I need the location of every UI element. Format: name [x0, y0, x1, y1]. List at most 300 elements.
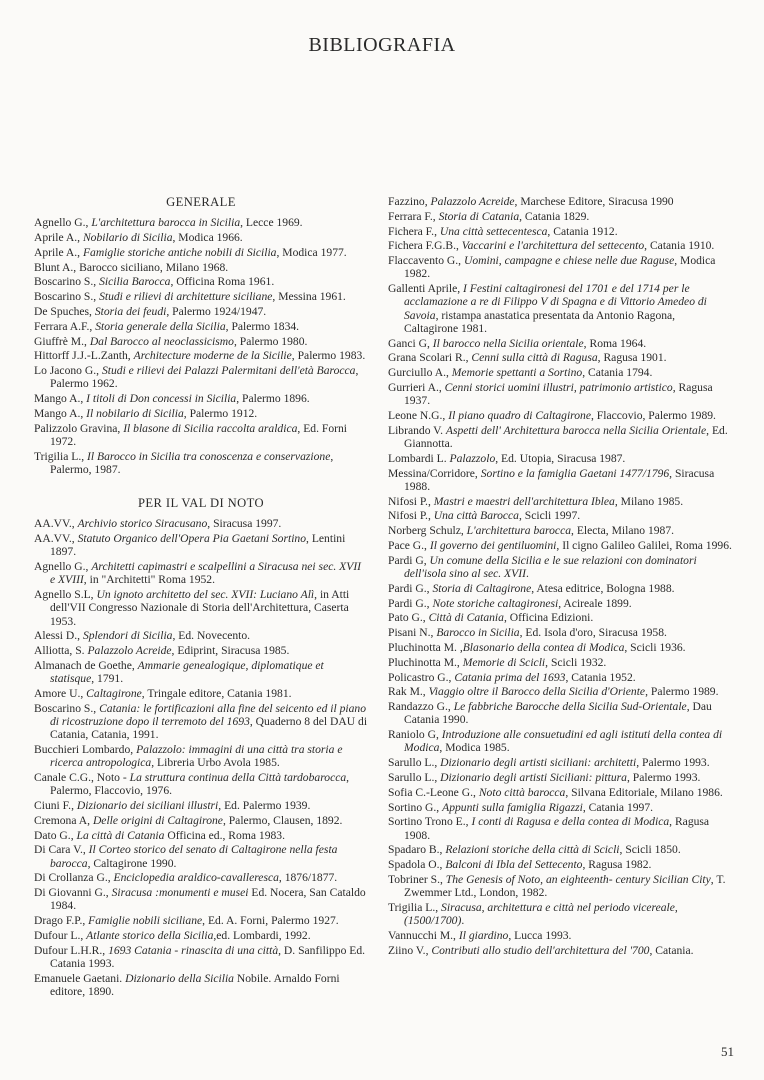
- entry-title: I conti di Ragusa e della contea di Modica: [471, 815, 670, 829]
- bibliography-entry: [388, 671, 732, 684]
- entry-title: Una città settecentesca: [439, 224, 548, 238]
- bibliography-entry: [388, 239, 732, 252]
- entry-text: Librando V.: [388, 423, 446, 437]
- bibliography-entry: [34, 349, 368, 362]
- entry-text: Drago F.P.,: [34, 914, 89, 928]
- entry-text: , Officina Roma 1961.: [170, 275, 275, 289]
- bibliography-entry: [388, 351, 732, 364]
- entry-text: , Catania 1952.: [565, 670, 636, 684]
- entry-text: , Catania 1997.: [582, 800, 654, 814]
- bibliography-entry: [388, 424, 732, 450]
- bibliography-entry: [34, 305, 368, 318]
- entry-text: Pardi G,: [388, 553, 430, 567]
- entry-text: Boscarino S.,: [34, 701, 100, 715]
- entry-title: Storia di Caltagirone: [432, 581, 532, 595]
- entry-title: Ammarie genealogique, diplomatique et statisque: [50, 658, 324, 686]
- bibliography-entry: [34, 532, 368, 558]
- bibliography-entry: [34, 335, 368, 348]
- entry-text: Dato G.,: [34, 828, 77, 842]
- entry-text: Dufour L.H.R.,: [34, 943, 109, 957]
- entry-text: Palizzolo Gravina,: [34, 421, 124, 435]
- entry-text: Amore U.,: [34, 686, 87, 700]
- entry-text: Alessi D.,: [34, 629, 83, 643]
- entry-text: Raniolo G,: [388, 728, 442, 742]
- entry-title: Un ignoto architetto del sec. XVII: Luciano Alì: [96, 588, 315, 602]
- entry-text: , 1876/1877.: [278, 871, 338, 885]
- bibliography-entry: [388, 771, 732, 784]
- entry-text: , D. Sanfilippo Ed. Catania 1993.: [50, 943, 366, 970]
- entry-text: Aprile A.,: [34, 245, 83, 259]
- bibliography-entry: [388, 554, 732, 580]
- entry-title: Un comune della Sicilia e le sue relazioni con dominatori dell'isola sino al sec. XVII: [404, 553, 697, 580]
- entry-title: L'architettura barocca in Sicilia: [91, 216, 241, 230]
- entry-text: , in Atti dell'VII Congresso Nazionale di Storia dell'Architettura, Caserta 1953.: [50, 588, 350, 628]
- entry-text: , Marchese Editore, Siracusa 1990: [514, 195, 674, 208]
- bibliography-entry: [388, 495, 732, 508]
- entry-text: Mango A.,: [34, 406, 87, 420]
- entry-text: Gallenti Aprile,: [388, 282, 464, 296]
- entry-text: Ziino V.,: [388, 943, 432, 957]
- entry-title: Studi e rilievi dei Palazzi Palermitani dell'età Barocca: [101, 364, 356, 378]
- entry-text: , Modica 1985.: [439, 741, 510, 755]
- bibliography-entry: [388, 786, 732, 799]
- entry-text: ,ed. Lombardi, 1992.: [213, 928, 311, 942]
- entry-text: Gurrieri A.,: [388, 380, 445, 394]
- bibliography-entry: [388, 873, 732, 899]
- bibliography-entry: [34, 829, 368, 842]
- bibliography-entry: [34, 687, 368, 700]
- bibliography-entry: [388, 656, 732, 669]
- entry-title: Le fabbriche Barocche della Sicilia Sud-Orientale: [453, 700, 687, 714]
- entry-title: Famiglie nobili siciliane: [88, 914, 203, 928]
- entry-text: , Palermo 1989.: [645, 685, 719, 699]
- entry-title: Il piano quadro di Caltagirone: [448, 408, 591, 422]
- entry-text: Tobriner S.,: [388, 872, 446, 886]
- bibliography-entry: [388, 641, 732, 654]
- entry-text: , in "Architetti" Roma 1952.: [83, 573, 215, 587]
- entry-text: , Electa, Milano 1987.: [571, 524, 675, 538]
- bibliography-entry: [34, 517, 368, 530]
- entry-text: , Palermo 1896.: [236, 392, 310, 406]
- entry-text: , Lucca 1993.: [508, 928, 572, 942]
- bibliography-entry: [388, 195, 732, 208]
- entry-text: , Ragusa 1937.: [404, 380, 713, 408]
- entry-title: Dizionario dei siciliani illustri: [76, 798, 219, 812]
- entry-text: Giuffrè M.,: [34, 334, 90, 348]
- entry-text: , Palermo 1924/1947.: [166, 304, 267, 318]
- entry-text: Spadaro B.,: [388, 843, 446, 857]
- entry-text: Sarullo L.,: [388, 756, 441, 770]
- entry-title: Balconi di Ibla del Settecento: [445, 858, 583, 872]
- bibliography-entry: [388, 524, 732, 537]
- bibliography-entry: [34, 364, 368, 390]
- entry-title: Barocco in Sicilia: [436, 626, 520, 640]
- entry-text: , Quaderno 8 del DAU di Catania, Catania, 1991.: [50, 714, 368, 742]
- entry-text: , Lentini 1897.: [50, 532, 346, 559]
- entry-text: Nobile. Arnaldo Forni editore, 1890.: [50, 971, 340, 998]
- entry-text: De Spuches,: [34, 304, 95, 318]
- entry-text: , 1791.: [91, 672, 124, 686]
- entry-text: Blunt A., Barocco siciliano, Milano 1968.: [34, 260, 229, 274]
- entry-text: , Modica 1977.: [276, 245, 347, 259]
- entry-title: Dizionario degli artisti Siciliani: pittura: [440, 770, 627, 784]
- bibliography-entry: [388, 282, 732, 335]
- entry-text: Fazzino,: [388, 195, 431, 208]
- entry-text: , Palermo, Clausen, 1892.: [222, 813, 343, 827]
- bibliography-entry: [34, 320, 368, 333]
- entry-text: , Scicli 1997.: [518, 509, 581, 523]
- entry-title: Viaggio oltre il Barocco della Sicilia d'Oriente: [428, 685, 646, 699]
- bibliography-entry: [34, 216, 368, 229]
- entry-title: Catania prima del 1693: [454, 670, 566, 684]
- entry-title: Storia generale della Sicilia: [95, 319, 226, 333]
- entry-title: Noto città barocca: [478, 785, 566, 799]
- entry-text: , Caltagirone 1990.: [87, 856, 177, 870]
- entry-title: Relazioni storiche della città di Scicli: [445, 843, 620, 857]
- entry-text: Randazzo G.,: [388, 700, 454, 714]
- bibliography-entry: [34, 843, 368, 869]
- entry-list-val-di-noto: [34, 517, 368, 998]
- entry-text: Almanach de Goethe,: [34, 658, 138, 672]
- entry-text: Agnello G.,: [34, 560, 92, 574]
- bibliography-entry: [34, 275, 368, 288]
- entry-text: , Il cigno Galileo Galilei, Roma 1996.: [556, 538, 732, 552]
- entry-title: Cenni sulla città di Ragusa: [471, 351, 598, 365]
- entry-title: Famiglie storiche antiche nobili di Sicilia: [82, 245, 277, 259]
- entry-title: I Festini caltagironesi del 1701 e del 1714 per le acclamazione a re di Filippo V di Spagna e di Vittorio Amedeo di Savoia: [404, 282, 707, 322]
- entry-text: , Messina 1961.: [272, 290, 346, 304]
- page-title: BIBLIOGRAFIA: [308, 34, 456, 56]
- entry-title: Storia di Catania: [438, 209, 520, 223]
- entry-text: Flaccavento G.,: [388, 254, 464, 268]
- entry-text: Di Giovanni G.,: [34, 886, 112, 900]
- entry-title: Architecture moderne de la Sicilie: [133, 349, 292, 363]
- entry-text: Sarullo L.,: [388, 770, 441, 784]
- entry-text: , Flaccovio, Palermo 1989.: [591, 408, 716, 422]
- entry-title: Palazzolo Acreide: [430, 195, 515, 208]
- bibliography-entry: [388, 685, 732, 698]
- entry-text: Cremona A,: [34, 813, 93, 827]
- entry-text: Ganci G,: [388, 336, 433, 350]
- entry-text: Gurciullo A.,: [388, 366, 452, 380]
- entry-text: , Ed. Isola d'oro, Siracusa 1958.: [519, 626, 667, 640]
- bibliography-entry: [34, 422, 368, 448]
- entry-text: , Officina Edizioni.: [503, 611, 594, 625]
- entry-title: Memorie spettanti a Sortino: [451, 366, 583, 380]
- bibliography-left-column: [34, 196, 368, 1000]
- bibliography-entry: [34, 702, 368, 742]
- bibliography-entry: [34, 629, 368, 642]
- entry-text: , Catania 1794.: [582, 366, 653, 380]
- entry-title: Catania: le fortificazioni alla fine del seicento ed il piano di ricostruzione dopo il terremoto del 1693: [50, 701, 367, 728]
- entry-text: , Palermo 1962.: [50, 364, 359, 391]
- entry-text: Lombardi L.: [388, 451, 450, 465]
- entry-title: Il nobilario di Sicilia: [86, 406, 184, 420]
- entry-text: , Siracusa 1997.: [207, 517, 282, 531]
- entry-title: Introduzione alle consuetudini ed agli istituti della contea di Modica: [404, 728, 723, 755]
- entry-text: , Scicli 1850.: [619, 843, 681, 857]
- entry-text: Fichera F.G.B.,: [388, 239, 462, 253]
- entry-text: .: [525, 566, 529, 580]
- bibliography-entry: [34, 407, 368, 420]
- entry-text: Pace G.,: [388, 538, 430, 552]
- entry-text: , Palermo 1980.: [233, 334, 308, 348]
- entry-text: , Libreria Urbo Avola 1985.: [151, 756, 280, 770]
- entry-text: , Ragusa 1908.: [404, 815, 710, 842]
- bibliography-entry: [34, 871, 368, 884]
- entry-text: , Ragusa 1982.: [582, 858, 652, 872]
- entry-text: Lo Jacono G.,: [34, 364, 102, 378]
- entry-text: Nifosi P.,: [388, 509, 434, 523]
- entry-title: La struttura continua della Città tardobarocca: [129, 770, 347, 784]
- entry-text: Ed. Nocera, San Cataldo 1984.: [50, 886, 366, 913]
- entry-title: Uomini, campagne e chiese nelle due Raguse: [463, 254, 675, 268]
- entry-text: , Palermo 1993.: [636, 756, 710, 770]
- entry-title: Siracusa, architettura e città nel periodo vicereale, (1500/1700): [404, 900, 678, 928]
- entry-title: 1693 Catania - rinascita di una città: [108, 943, 279, 957]
- bibliography-entry: [34, 231, 368, 244]
- bibliography-entry: [34, 886, 368, 912]
- entry-text: , Siracusa 1988.: [404, 466, 715, 493]
- bibliography-entry: [388, 700, 732, 726]
- entry-title: Enciclopedia araldico-cavalleresca: [113, 871, 279, 885]
- entry-text: , Modica 1982.: [404, 254, 716, 281]
- entry-title: Appunti sulla famiglia Rigazzi: [442, 800, 583, 814]
- section-heading-val-di-noto: PER IL VAL DI NOTO: [138, 496, 264, 511]
- bibliography-entry: [34, 659, 368, 685]
- entry-text: Nifosi P.,: [388, 494, 434, 508]
- bibliography-entry: [34, 814, 368, 827]
- entry-text: , Palermo 1983.: [291, 349, 366, 363]
- entry-title: Aspetti dell' Architettura barocca nella Sicilia Orientale: [445, 423, 707, 437]
- entry-text: , Catania 1829.: [519, 209, 590, 223]
- bibliography-entry: [388, 756, 732, 769]
- entry-text: , Ed. Utopia, Siracusa 1987.: [495, 451, 626, 465]
- bibliography-entry: [388, 509, 732, 522]
- entry-title: Il Barocco in Sicilia tra conoscenza e conservazione: [87, 449, 331, 463]
- bibliography-entry: [34, 972, 368, 998]
- bibliography-entry: [34, 944, 368, 970]
- bibliography-entry: [388, 728, 732, 754]
- bibliography-right-column: [388, 195, 732, 959]
- entry-text: , Ed. A. Forni, Palermo 1927.: [202, 914, 339, 928]
- entry-text: , Dau Catania 1990.: [404, 700, 712, 727]
- entry-text: Fichera F.,: [388, 224, 440, 238]
- bibliography-entry: [34, 929, 368, 942]
- bibliography-entry: [388, 929, 732, 942]
- entry-text: , Palermo, 1987.: [50, 449, 334, 476]
- entry-text: AA.VV.,: [34, 532, 78, 546]
- entry-title: Dizionario della Sicilia: [125, 971, 234, 985]
- entry-text: Canale C.G., Noto -: [34, 770, 130, 784]
- entry-text: Pardi G.,: [388, 581, 433, 595]
- entry-title: Palazzolo: [449, 451, 496, 465]
- bibliography-entry: [388, 452, 732, 465]
- entry-text: Pardi G.,: [388, 596, 433, 610]
- bibliography-entry: [34, 450, 368, 476]
- entry-text: Emanuele Gaetani.: [34, 971, 126, 985]
- bibliography-entry: [388, 626, 732, 639]
- entry-title: Contributi allo studio dell'architettura del '700: [431, 943, 650, 957]
- entry-text: Messina/Corridore,: [388, 466, 481, 480]
- section-heading-generale: GENERALE: [166, 195, 236, 209]
- entry-text: , ristampa anastatica presentata da Antonio Ragona, Caltagirone 1981.: [404, 308, 676, 335]
- entry-text: , Ed. Palermo 1939.: [218, 798, 311, 812]
- entry-text: , Scicli 1936.: [624, 640, 686, 654]
- entry-text: Leone N.G.,: [388, 408, 449, 422]
- bibliography-entry: [388, 815, 732, 841]
- entry-title: Il Corteo storico del senato di Caltagirone nella festa barocca: [50, 843, 338, 870]
- entry-title: Statuto Organico dell'Opera Pia Gaetani Sortino: [77, 532, 307, 546]
- entry-text: , Scicli 1932.: [545, 655, 607, 669]
- entry-text: Aprile A.,: [34, 231, 83, 244]
- entry-title: Il barocco nella Sicilia orientale: [432, 336, 584, 350]
- entry-title: Note storiche caltagironesi: [432, 596, 559, 610]
- entry-text: , Catania.: [649, 943, 694, 957]
- page-number: 51: [721, 1044, 734, 1059]
- entry-text: , Roma 1964.: [583, 336, 647, 350]
- bibliography-entry: [34, 290, 368, 303]
- entry-text: Agnello G.,: [34, 216, 92, 230]
- entry-text: , Acireale 1899.: [558, 596, 632, 610]
- entry-title: Sicilia Barocca: [99, 275, 171, 289]
- bibliography-entry: [34, 914, 368, 927]
- entry-title: Il giardino: [458, 928, 509, 942]
- entry-text: Di Crollanza G.,: [34, 871, 114, 885]
- entry-text: , Lecce 1969.: [240, 216, 303, 230]
- entry-title: L'architettura barocca: [466, 524, 572, 538]
- entry-title: Una città Barocca: [433, 509, 519, 523]
- entry-title: The Genesis of Noto, an eighteenth- century Sicilian City: [445, 872, 711, 886]
- entry-text: , Tringale editore, Catania 1981.: [141, 686, 292, 700]
- bibliography-entry: [34, 799, 368, 812]
- entry-title: Nobilario di Sicilia: [82, 231, 173, 244]
- entry-text: Norberg Schulz,: [388, 524, 467, 538]
- bibliography-entry: [34, 392, 368, 405]
- entry-text: , Silvana Editoriale, Milano 1986.: [565, 785, 723, 799]
- entry-title: Atlante storico della Sicilia: [86, 928, 214, 942]
- bibliography-entry: [388, 611, 732, 624]
- entry-title: Palazzolo Acreide: [87, 644, 172, 658]
- entry-text: Bucchieri Lombardo,: [34, 742, 137, 756]
- entry-text: Sortino Trono E.,: [388, 815, 472, 829]
- bibliography-entry: [388, 467, 732, 493]
- entry-title: Memorie di Scicli: [462, 655, 546, 669]
- bibliography-entry: [388, 225, 732, 238]
- bibliography-entry: [388, 366, 732, 379]
- entry-text: , Modica 1966.: [172, 231, 243, 244]
- entry-title: Storia dei feudi: [94, 304, 167, 318]
- bibliography-entry: [34, 771, 368, 797]
- entry-text: Rak M.,: [388, 685, 429, 699]
- entry-text: Pluchinotta M.,: [388, 655, 463, 669]
- entry-text: , Ragusa 1901.: [597, 351, 667, 365]
- entry-text: Di Cara V.,: [34, 843, 89, 857]
- bibliography-entry: [34, 261, 368, 274]
- entry-text: , Palermo 1834.: [225, 319, 300, 333]
- entry-text: , Ediprint, Siracusa 1985.: [171, 644, 290, 658]
- entry-list-continued: [388, 195, 732, 957]
- entry-text: , Atesa editrice, Bologna 1988.: [531, 581, 675, 595]
- entry-title: Il blasone di Sicilia raccolta araldica: [123, 421, 298, 435]
- entry-text: Dufour L.,: [34, 928, 87, 942]
- entry-text: Alliotta, S.: [34, 644, 88, 658]
- entry-text: Ferrara F.,: [388, 209, 439, 223]
- entry-text: Spadola O.,: [388, 858, 446, 872]
- entry-title: Dizionario degli artisti siciliani: architetti: [440, 756, 637, 770]
- entry-title: Mastri e maestri dell'architettura Iblea: [433, 494, 615, 508]
- bibliography-entry: [388, 254, 732, 280]
- entry-text: Sofia C.-Leone G.,: [388, 785, 479, 799]
- entry-text: Grana Scolari R.,: [388, 351, 472, 365]
- bibliography-entry: [388, 597, 732, 610]
- entry-text: Mango A.,: [34, 392, 87, 406]
- bibliography-entry: [388, 843, 732, 856]
- entry-text: , T. Zwemmer Ltd., London, 1982.: [404, 872, 726, 900]
- entry-text: Trigilia L.,: [388, 900, 442, 914]
- bibliography-entry: [388, 582, 732, 595]
- entry-title: La città di Catania: [76, 828, 165, 842]
- entry-text: , Milano 1985.: [614, 494, 684, 508]
- entry-text: , Ed. Giannotta.: [404, 423, 728, 450]
- entry-text: , Palermo 1993.: [626, 770, 701, 784]
- entry-title: ,Blasonario della contea di Modica: [459, 640, 625, 654]
- entry-text: .: [461, 914, 465, 928]
- entry-title: Dal Barocco al neoclassicismo: [89, 334, 234, 348]
- bibliography-entry: [34, 588, 368, 628]
- entry-text: Boscarino S.,: [34, 290, 100, 304]
- entry-title: Delle origini di Caltagirone: [92, 813, 223, 827]
- entry-text: Ciuni F.,: [34, 798, 77, 812]
- entry-text: , Catania 1912.: [547, 224, 618, 238]
- entry-text: , Ed. Novecento.: [172, 629, 251, 643]
- entry-title: Splendori di Sicilia: [82, 629, 173, 643]
- entry-title: Palazzolo: immagini di una città tra storia e ricerca antropologica: [50, 742, 343, 770]
- entry-title: Architetti capimastri e scalpellini a Siracusa nei sec. XVII e XVIII: [50, 560, 362, 587]
- entry-text: Pluchinotta M.: [388, 640, 460, 654]
- entry-text: Pisani N.,: [388, 626, 437, 640]
- bibliography-entry: [34, 246, 368, 259]
- entry-title: Caltagirone: [86, 686, 142, 700]
- entry-title: Archivio storico Siracusano: [77, 517, 208, 531]
- entry-text: , Palermo 1912.: [183, 406, 258, 420]
- entry-text: Policastro G.,: [388, 670, 455, 684]
- entry-title: Il governo dei gentiluomini: [429, 538, 557, 552]
- bibliography-entry: [34, 644, 368, 657]
- bibliography-entry: [34, 743, 368, 769]
- entry-text: , Catania 1910.: [644, 239, 715, 253]
- entry-text: Officina ed., Roma 1983.: [164, 828, 285, 842]
- entry-text: Boscarino S.,: [34, 275, 100, 289]
- entry-title: Studi e rilievi di architetture siciliane: [99, 290, 273, 304]
- bibliography-entry: [388, 337, 732, 350]
- entry-text: Agnello S.L,: [34, 588, 97, 602]
- entry-list-generale: [34, 216, 368, 476]
- entry-title: Sortino e la famiglia Gaetani 1477/1796: [480, 466, 670, 480]
- bibliography-entry: [388, 409, 732, 422]
- bibliography-entry: [388, 944, 732, 957]
- bibliography-entry: [388, 801, 732, 814]
- bibliography-entry: [388, 858, 732, 871]
- entry-text: Sortino G.,: [388, 800, 443, 814]
- entry-title: Città di Catania: [428, 611, 504, 625]
- entry-text: Pato G.,: [388, 611, 429, 625]
- entry-title: Vaccarini e l'architettura del settecento: [461, 239, 645, 253]
- bibliography-entry: [388, 381, 732, 407]
- entry-text: AA.VV.,: [34, 517, 78, 531]
- entry-text: , Palermo, Flaccovio, 1976.: [50, 770, 350, 798]
- entry-text: , Ed. Forni 1972.: [50, 421, 348, 448]
